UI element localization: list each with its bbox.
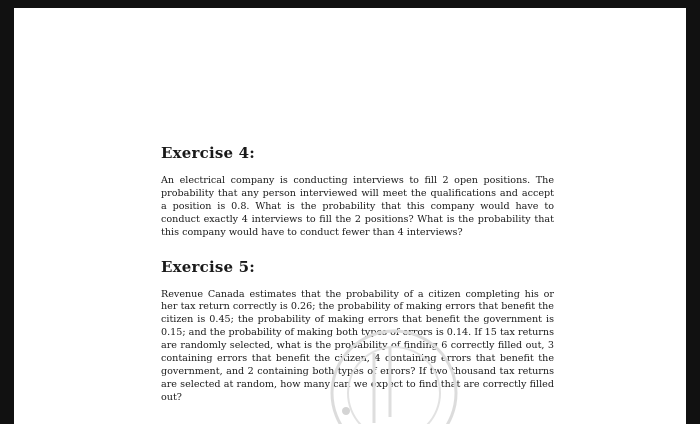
- exercise-5-body: Revenue Canada estimates that the probability of a citizen completing his or her tax return correctly is 0.26; the probability of making errors that benefit the citizen is 0.45; the probability of making errors that benefit the government is 0.15; and the probability of making both types of errors is 0.14. If 15 tax returns are randomly selected, what is the probability of finding 6 correctly filled out, 3 containing errors that benefit the citizen, 4 containing errors that benefit the government, and 2 containing both types of errors? If two thousand tax returns are selected at random, how many can we expect to find that are correctly filled out?: [161, 288, 554, 403]
- exercise-4-body: An electrical company is conducting interviews to fill 2 open positions. The probability that any person interviewed will meet the qualifications and accept a position is 0.8. What is the probability that this company would have to conduct exactly 4 interviews to fill the 2 positions? What is the probability that this company would have to conduct fewer than 4 interviews?: [161, 175, 554, 238]
- document-content: [161, 144, 554, 405]
- exercise-5-title: Exercise 5:: [161, 257, 256, 276]
- document-page: [14, 8, 686, 424]
- exercise-4-title: Exercise 4:: [161, 144, 256, 162]
- exercise-4-section: [161, 144, 554, 240]
- exercise-5-section: [161, 258, 554, 405]
